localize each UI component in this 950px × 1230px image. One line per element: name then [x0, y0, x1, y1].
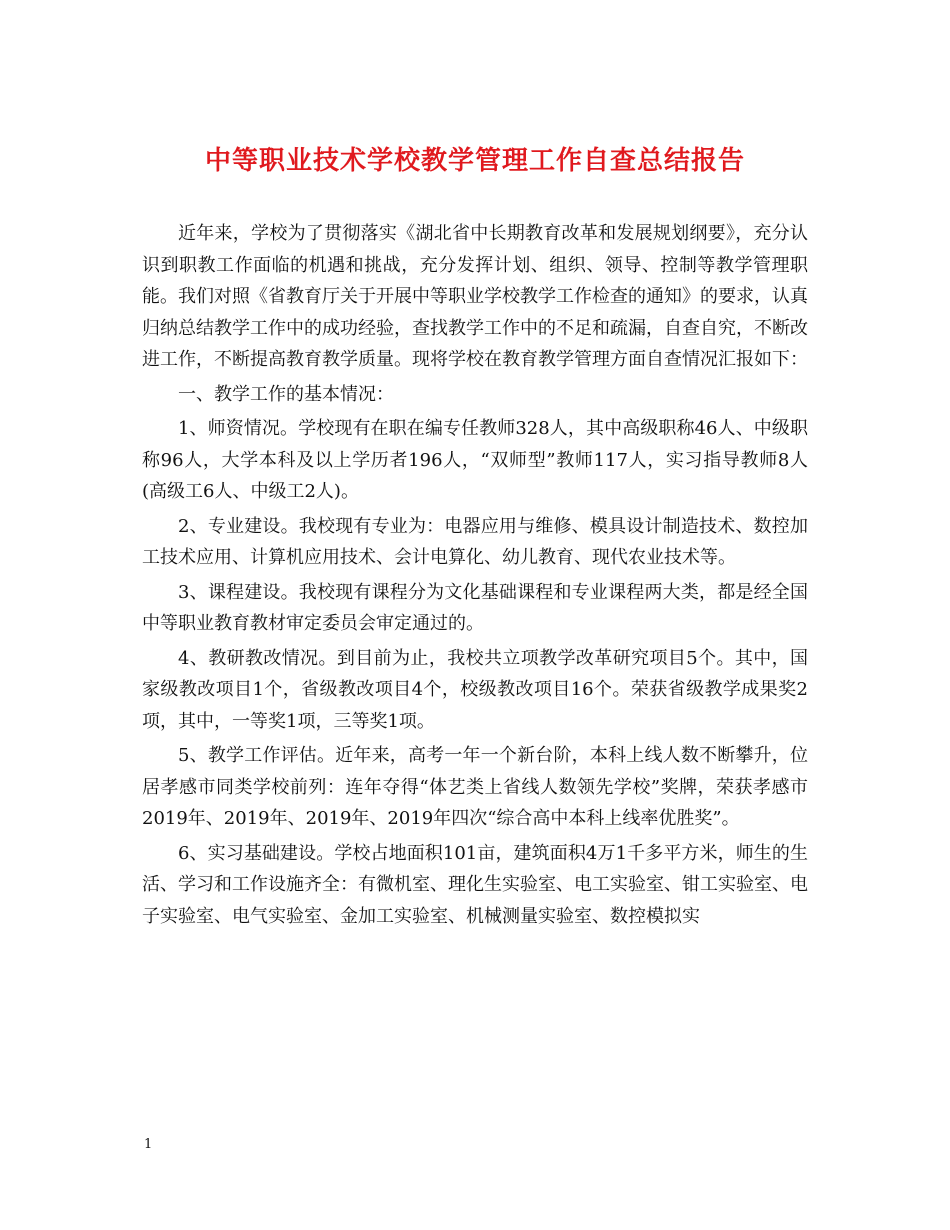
section-heading-basic-situation: 一、教学工作的基本情况：	[178, 383, 394, 405]
document-title: 中等职业技术学校教学管理工作自查总结报告	[204, 146, 745, 176]
paragraph-major-construction: 2、专业建设。我校现有专业为：电器应用与维修、模具设计制造技术、数控加工技术应用、计算机应用技术、会计电算化、幼儿教育、现代农业技术等。	[142, 515, 808, 568]
paragraph-internship-facilities: 6、实习基础建设。学校占地面积101亩，建筑面积4万1千多平方米，师生的生活、学习和工作设施齐全：有微机室、理化生实验室、电工实验室、钳工实验室、电子实验室、电气实验室、金加工实验室、机械测量实验室、数控模拟实	[142, 842, 808, 927]
document-body	[142, 218, 808, 935]
paragraph-curriculum-construction: 3、课程建设。我校现有课程分为文化基础课程和专业课程两大类，都是经全国中等职业教育教材审定委员会审定通过的。	[142, 581, 808, 634]
page-number: 1	[144, 1137, 153, 1152]
paragraph-teaching-evaluation: 5、教学工作评估。近年来，高考一年一个新台阶，本科上线人数不断攀升，位居孝感市同类学校前列：连年夺得“体艺类上省线人数领先学校”奖牌，荣获孝感市2019年、2019年、2019年、2019年四次“综合高中本科上线率优胜奖”。	[142, 745, 808, 829]
paragraph-teaching-research: 4、教研教改情况。到目前为止，我校共立项教学改革研究项目5个。其中，国家级教改项目1个，省级教改项目4个，校级教改项目16个。荣获省级教学成果奖2项，其中，一等奖1项，三等奖1项。	[142, 647, 808, 732]
paragraph-intro: 近年来，学校为了贯彻落实《湖北省中长期教育改革和发展规划纲要》，充分认识到职教工作面临的机遇和挑战，充分发挥计划、组织、领导、控制等教学管理职能。我们对照《省教育厅关于开展中等职业学校教学工作检查的通知》的要求，认真归纳总结教学工作中的成功经验，查找教学工作中的不足和疏漏，自查自究，不断改进工作，不断提高教育教学质量。现将学校在教育教学管理方面自查情况汇报如下：	[142, 223, 808, 370]
paragraph-teaching-staff: 1、师资情况。学校现有在职在编专任教师328人，其中高级职称46人、中级职称96人，大学本科及以上学历者196人，“双师型”教师117人，实习指导教师8人(高级工6人、中级工2人)。	[142, 418, 808, 502]
